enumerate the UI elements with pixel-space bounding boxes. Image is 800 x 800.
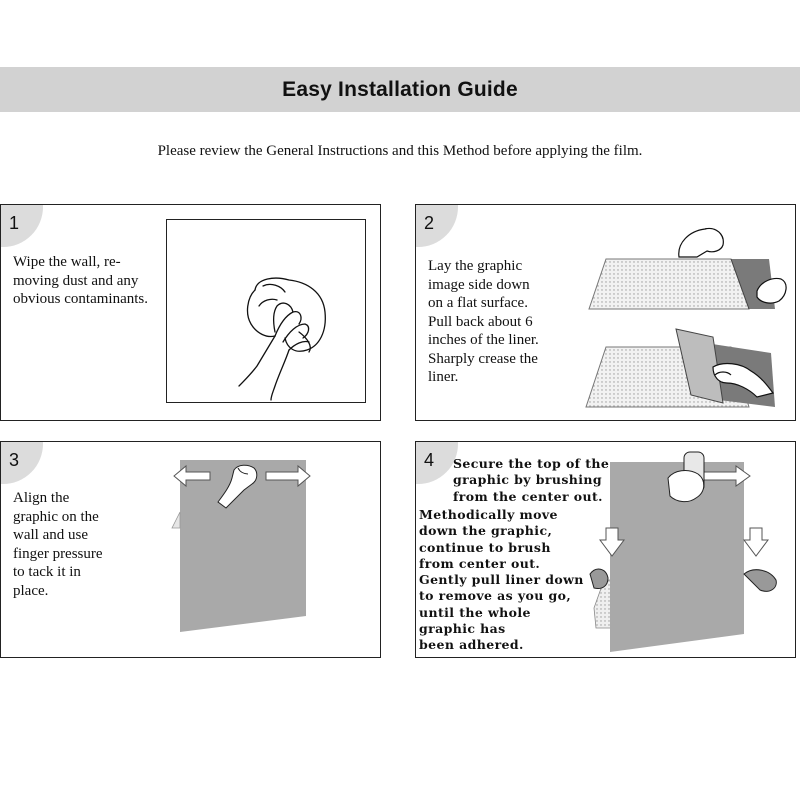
title-banner — [0, 67, 800, 112]
step-3-illustration — [166, 456, 316, 636]
page-title: Easy Installation Guide — [282, 77, 518, 101]
step-corner-shape — [415, 441, 458, 484]
brush-graphic-hands-icon — [584, 448, 794, 654]
step-3-text: Align the graphic on the wall and use finger pressure to tack it in place. — [13, 490, 103, 599]
step-4-panel — [415, 441, 796, 658]
step-corner-shape — [0, 204, 43, 247]
step-2-panel — [415, 204, 796, 421]
step-2-text: Lay the graphic image side down on a flat surface. Pull back about 6 inches of the liner. Sharply crease the liner. — [428, 258, 539, 385]
step-corner-shape — [415, 204, 458, 247]
step-1-illustration — [166, 219, 366, 403]
step-2-number: 2 — [424, 213, 435, 233]
step-3-number: 3 — [9, 450, 20, 470]
step-1-number: 1 — [9, 213, 20, 233]
step-4-text-main: Methodically move down the graphic, continue to brush from center out. Gently pull liner down to remove as you go, until the whole graphic has been adhered. — [419, 507, 584, 653]
step-3-panel — [0, 441, 381, 658]
step-2-illustration — [581, 217, 795, 417]
peel-liner-hands-icon — [581, 217, 795, 417]
step-4-illustration — [584, 448, 794, 654]
step-1-panel — [0, 204, 381, 421]
intro-text: Please review the General Instructions and this Method before applying the film. — [157, 143, 643, 159]
step-1-text: Wipe the wall, re- moving dust and any obvious contaminants. — [13, 254, 148, 307]
step-corner-shape — [0, 441, 43, 484]
wipe-wall-hand-icon — [167, 220, 364, 401]
step-4-text-top: Secure the top of the graphic by brushing from the center out. — [453, 456, 610, 504]
step-4-number: 4 — [424, 450, 435, 470]
tack-graphic-hand-icon — [166, 456, 316, 636]
